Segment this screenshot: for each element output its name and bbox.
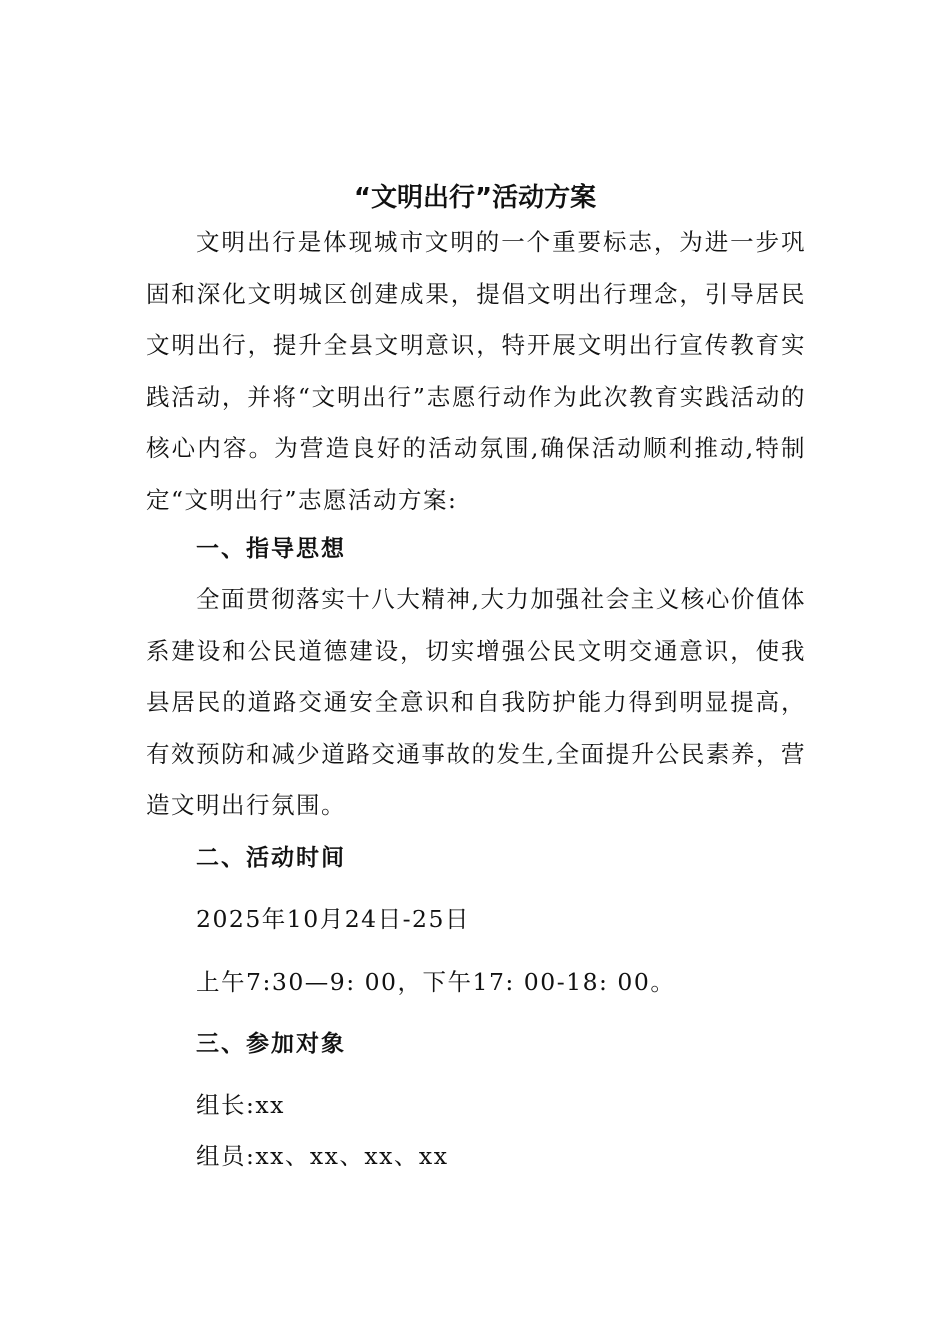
intro-paragraph: 文明出行是体现城市文明的一个重要标志，为进一步巩固和深化文明城区创建成果，提倡文明出行理念，引导居民文明出行，提升全县文明意识，特开展文明出行宣传教育实践活动，并将“文明出行”志愿行动作为此次教育实践活动的核心内容。为营造良好的活动氛围,确保活动顺利推动,特制定“文明出行”志愿活动方案: (146, 228, 806, 514)
section-heading-guiding-ideology: 一、指导思想 (196, 536, 346, 562)
document-title: “文明出行”活动方案 (353, 183, 597, 213)
section-heading-activity-time: 二、活动时间 (196, 845, 346, 871)
participants-members: 组员:xx、xx、xx、xx (196, 1142, 449, 1170)
section-heading-participants: 三、参加对象 (196, 1031, 346, 1057)
activity-hours: 上午7:30—9: 00，下午17: 00-18: 00。 (196, 968, 676, 996)
participants-leader: 组长:xx (196, 1091, 285, 1119)
activity-date: 2025年10月24日-25日 (196, 905, 470, 933)
guiding-ideology-paragraph: 全面贯彻落实十八大精神,大力加强社会主义核心价值体系建设和公民道德建设，切实增强公民文明交通意识，使我县居民的道路交通安全意识和自我防护能力得到明显提高，有效预防和减少道路交通事故的发生,全面提升公民素养，营造文明出行氛围。 (146, 585, 806, 819)
